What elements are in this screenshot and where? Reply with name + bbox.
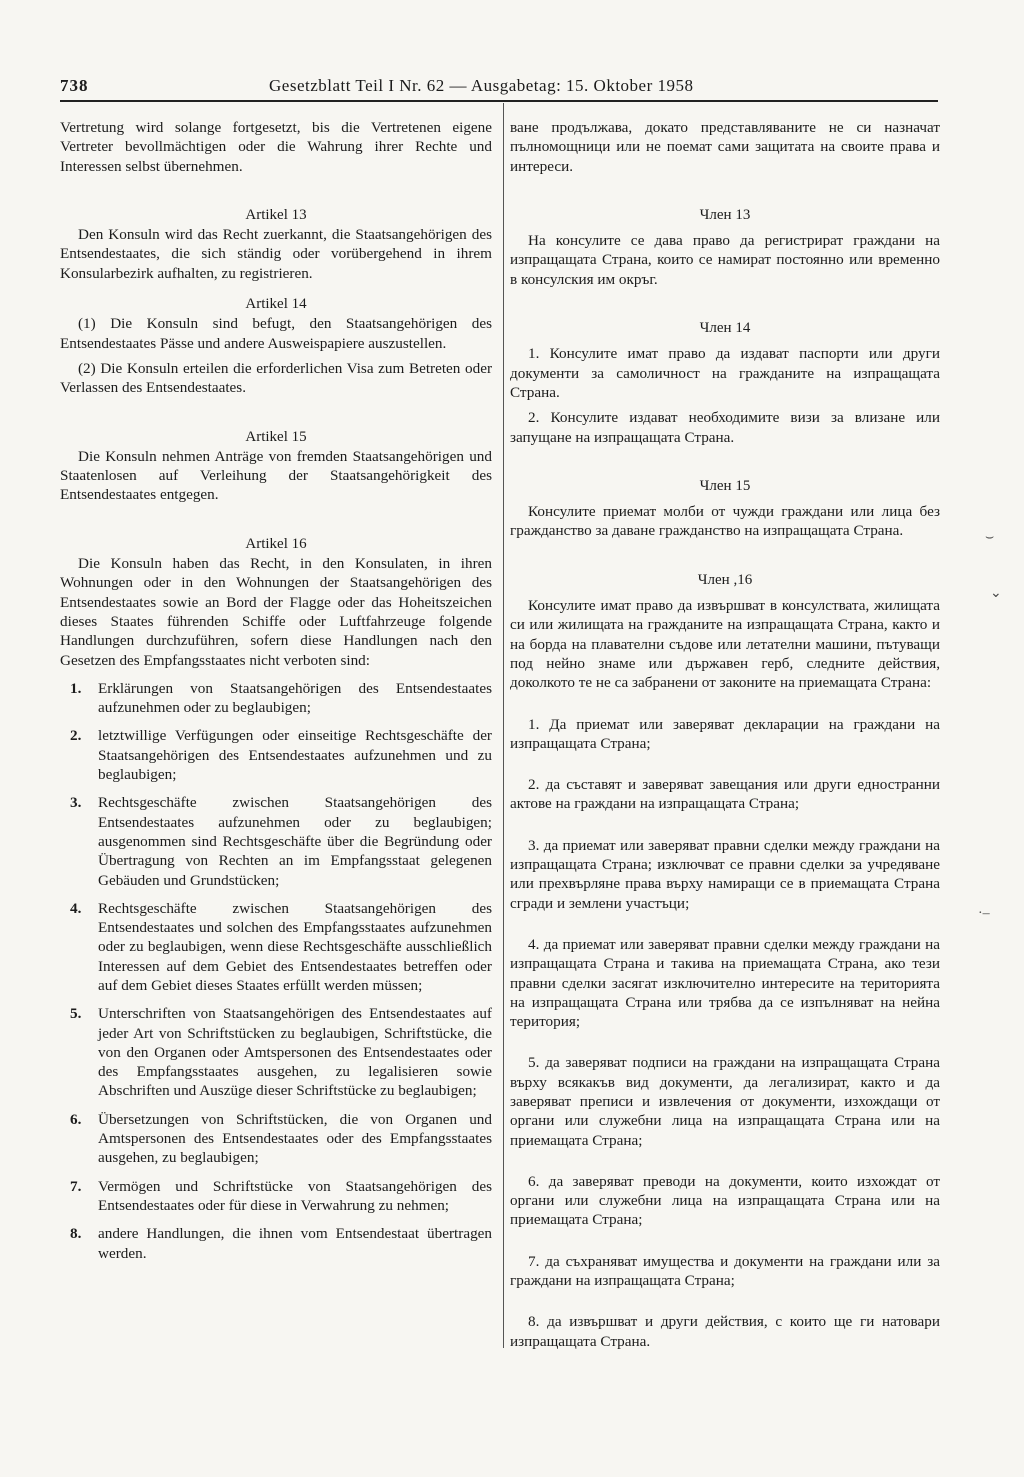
german-article-15-text: Die Konsuln nehmen Anträge von fremden Staatsangehörigen und Staatenlosen auf Verleihung der Staatsangehörigkeit des Entsendestaates entgegen. xyxy=(60,447,492,504)
list-item-text: andere Handlungen, die ihnen vom Entsendestaat übertragen werden. xyxy=(98,1225,492,1262)
list-item-number: 8. xyxy=(70,1225,82,1243)
list-item-text: Erklärungen von Staatsangehörigen des Entsendestaates aufzunehmen oder zu beglaubigen; xyxy=(98,679,492,717)
german-article-13-heading: Artikel 13 xyxy=(245,206,307,223)
list-item: 2. да съставят и заверяват завещания или други едностранни актове на граждани на изпращащата Страна; xyxy=(510,776,940,813)
list-item: 8. да извършват и други действия, с които ще ги натовари изпращащата Страна. xyxy=(510,1313,940,1350)
list-item-text: Rechtsgeschäfte zwischen Staatsangehörigen des Entsendestaates und solchen des Empfangsstaates aufzunehmen oder zu beglaubigen, wenn diese Rechtsgeschäfte ausschließlich Interessen auf dem Gebiet des Entsendestaates betreffen oder auf dem Gebiet dieses Staates erfüllt werden müssen; xyxy=(98,899,492,994)
list-item xyxy=(60,679,492,718)
gazette-title: Gesetzblatt Teil I Nr. 62 — Ausgabetag: 15. Oktober 1958 xyxy=(269,76,694,95)
list-item xyxy=(60,1224,492,1263)
bulgarian-column xyxy=(510,118,940,1351)
german-article-14-para-1: (1) Die Konsuln sind befugt, den Staatsangehörigen des Entsendestaates Pässe und andere Ausweispapiere auszustellen. xyxy=(60,315,492,352)
list-item-text: Übersetzungen von Schriftstücken, die von Organen und Amtspersonen des Entsendestaates oder des Empfangsstaates ausgehen, zu beglaubigen; xyxy=(98,1110,492,1167)
bulgarian-article-16-intro: Консулите имат право да извършват в консулствата, жилищата си или жилищата на гражданите на изпращащата Страна, както и на борда на плавателни съдове или летателни машини, пътуващи под нейно знаме или държавен герб, следните действия, доколкото те не са забранени от законите на приемащата Страна: xyxy=(510,597,940,692)
list-item: 6. да заверяват преводи на документи, които изхождат от органи или служебни лица на изпращащата Страна или на приемащата Страна; xyxy=(510,1172,940,1229)
margin-mark: ⌄ xyxy=(990,586,1002,601)
bulgarian-article-15-text: Консулите приемат молби от чужди граждани или лица без гражданство за даване гражданство на изпращащата Страна. xyxy=(510,503,940,540)
list-item-number: 1. xyxy=(70,679,82,697)
list-item xyxy=(60,899,492,995)
german-article-14-para-2: (2) Die Konsuln erteilen die erforderlichen Visa zum Betreten oder Verlassen des Entsendestaates. xyxy=(60,359,492,397)
list-item: 3. да приемат или заверяват правни сделки между граждани на изпращащата Страна; изключват се правни сделки за учредяване или прехвърляне права върху намиращи се в приемащата Страна сгради и землени участъци; xyxy=(510,836,940,912)
list-item xyxy=(60,1110,492,1168)
bulgarian-article-14-para-2: 2. Консулите издават необходимите визи за влизане или запущане на изпращащата Страна. xyxy=(510,409,940,446)
column-divider xyxy=(503,103,504,1348)
page-header xyxy=(60,72,940,100)
list-item: 1. Да приемат или заверяват декларации на граждани на изпращащата Страна; xyxy=(510,715,940,752)
bulgarian-article-16-heading: Член ,16 xyxy=(697,571,753,588)
list-item xyxy=(60,1177,492,1216)
page-number: 738 xyxy=(60,76,89,95)
list-item xyxy=(60,1004,492,1100)
list-item: 4. да приемат или заверяват правни сделки между граждани на изпращащата Страна и такива на приемащата Страна, ако тези правни сделки засягат изключително интересите на територията на изпращащата Страна или трябва да се изпълняват на нейна територия; xyxy=(510,935,940,1031)
bulgarian-article-14-para-1: 1. Консулите имат право да издават паспорти или други документи за самоличност на гражданите на изпращащата Страна. xyxy=(510,345,940,401)
german-intro: Vertretung wird solange fortgesetzt, bis die Vertretenen eigene Vertreter bevollmächtigen oder die Wahrung ihrer Rechte und Interessen selbst übernehmen. xyxy=(60,119,492,175)
list-item-text: Vermögen und Schriftstücke von Staatsangehörigen des Entsendestaates oder für diese in Verwahrung zu nehmen; xyxy=(98,1177,492,1214)
margin-mark: ·– xyxy=(978,906,990,921)
list-item-text: letztwillige Verfügungen oder einseitige Rechtsgeschäfte der Staatsangehörigen des Entsendestaates aufzunehmen und zu beglaubigen; xyxy=(98,727,492,784)
list-item-number: 6. xyxy=(70,1110,82,1128)
bulgarian-intro: ване продължава, докато представляваните не си назначат пълномощници или не поемат сами защитата на своите права и интереси. xyxy=(510,119,940,175)
german-article-16-intro: Die Konsuln haben das Recht, in den Konsulaten, in ihren Wohnungen oder in den Wohnungen der Staatsangehörigen des Entsendestaates sowie an Bord der Flagge oder das Hoheitszeichen dieses Staates führenden Schiffe oder Luftfahrzeuge folgende Handlungen durchzuführen, sofern diese Handlungen nach den Gesetzen des Empfangsstaates nicht verboten sind: xyxy=(60,555,492,669)
list-item xyxy=(60,726,492,784)
list-item: 7. да съхраняват имущества и документи на граждани или за граждани на изпращащата Страна; xyxy=(510,1252,940,1290)
list-item-text: Unterschriften von Staatsangehörigen des Entsendestaates auf jeder Art von Schriftstücken zu beglaubigen, Schriftstücke, die von den Organen oder Amtspersonen des Entsendestaates oder des Empfangsstaates ausgehen, zu legalisieren sowie Abschriften und Auszüge dieser Schriftstücke zu beglaubigen; xyxy=(98,1005,492,1100)
bulgarian-article-13-text: На консулите се дава право да регистрират граждани на изпращащата Страна, които се намират постоянно или временно в консулския им окръг. xyxy=(510,232,940,288)
list-item-number: 7. xyxy=(70,1177,82,1195)
list-item-number: 5. xyxy=(70,1005,82,1023)
list-item-number: 3. xyxy=(70,794,82,812)
bulgarian-article-14-heading: Член 14 xyxy=(699,320,751,337)
list-item: 5. да заверяват подписи на граждани на изпращащата Страна върху всякакъв вид документи, да легализират, както и да заверяват преписи и извлечения от документи, изхождащи от органи или служебни лица на изпращащата Страна или на приемащата Страна; xyxy=(510,1054,940,1149)
bulgarian-article-15-heading: Член 15 xyxy=(699,477,751,494)
german-column xyxy=(60,118,492,1263)
margin-mark: ⌣ xyxy=(985,530,995,545)
bulgarian-article-13-heading: Член 13 xyxy=(699,206,751,223)
list-item-number: 4. xyxy=(70,899,82,917)
german-article-16-heading: Artikel 16 xyxy=(245,535,307,552)
header-rule xyxy=(60,100,938,102)
german-article-14-heading: Artikel 14 xyxy=(245,296,307,313)
list-item xyxy=(60,793,492,889)
list-item-number: 2. xyxy=(70,727,82,745)
german-article-13-text: Den Konsuln wird das Recht zuerkannt, die Staatsangehörigen des Entsendestaates, die sich ständig oder vorübergehend in ihrem Konsularbezirk aufhalten, zu registrieren. xyxy=(60,226,492,282)
german-article-15-heading: Artikel 15 xyxy=(245,428,307,445)
list-item-text: Rechtsgeschäfte zwischen Staatsangehörigen des Entsendestaates aufzunehmen oder zu beglaubigen; ausgenommen sind Rechtsgeschäfte über die Begründung oder Übertragung von Rechten an im Empfangsstaat gelegenen Gebäuden und Grundstücken; xyxy=(98,794,492,889)
